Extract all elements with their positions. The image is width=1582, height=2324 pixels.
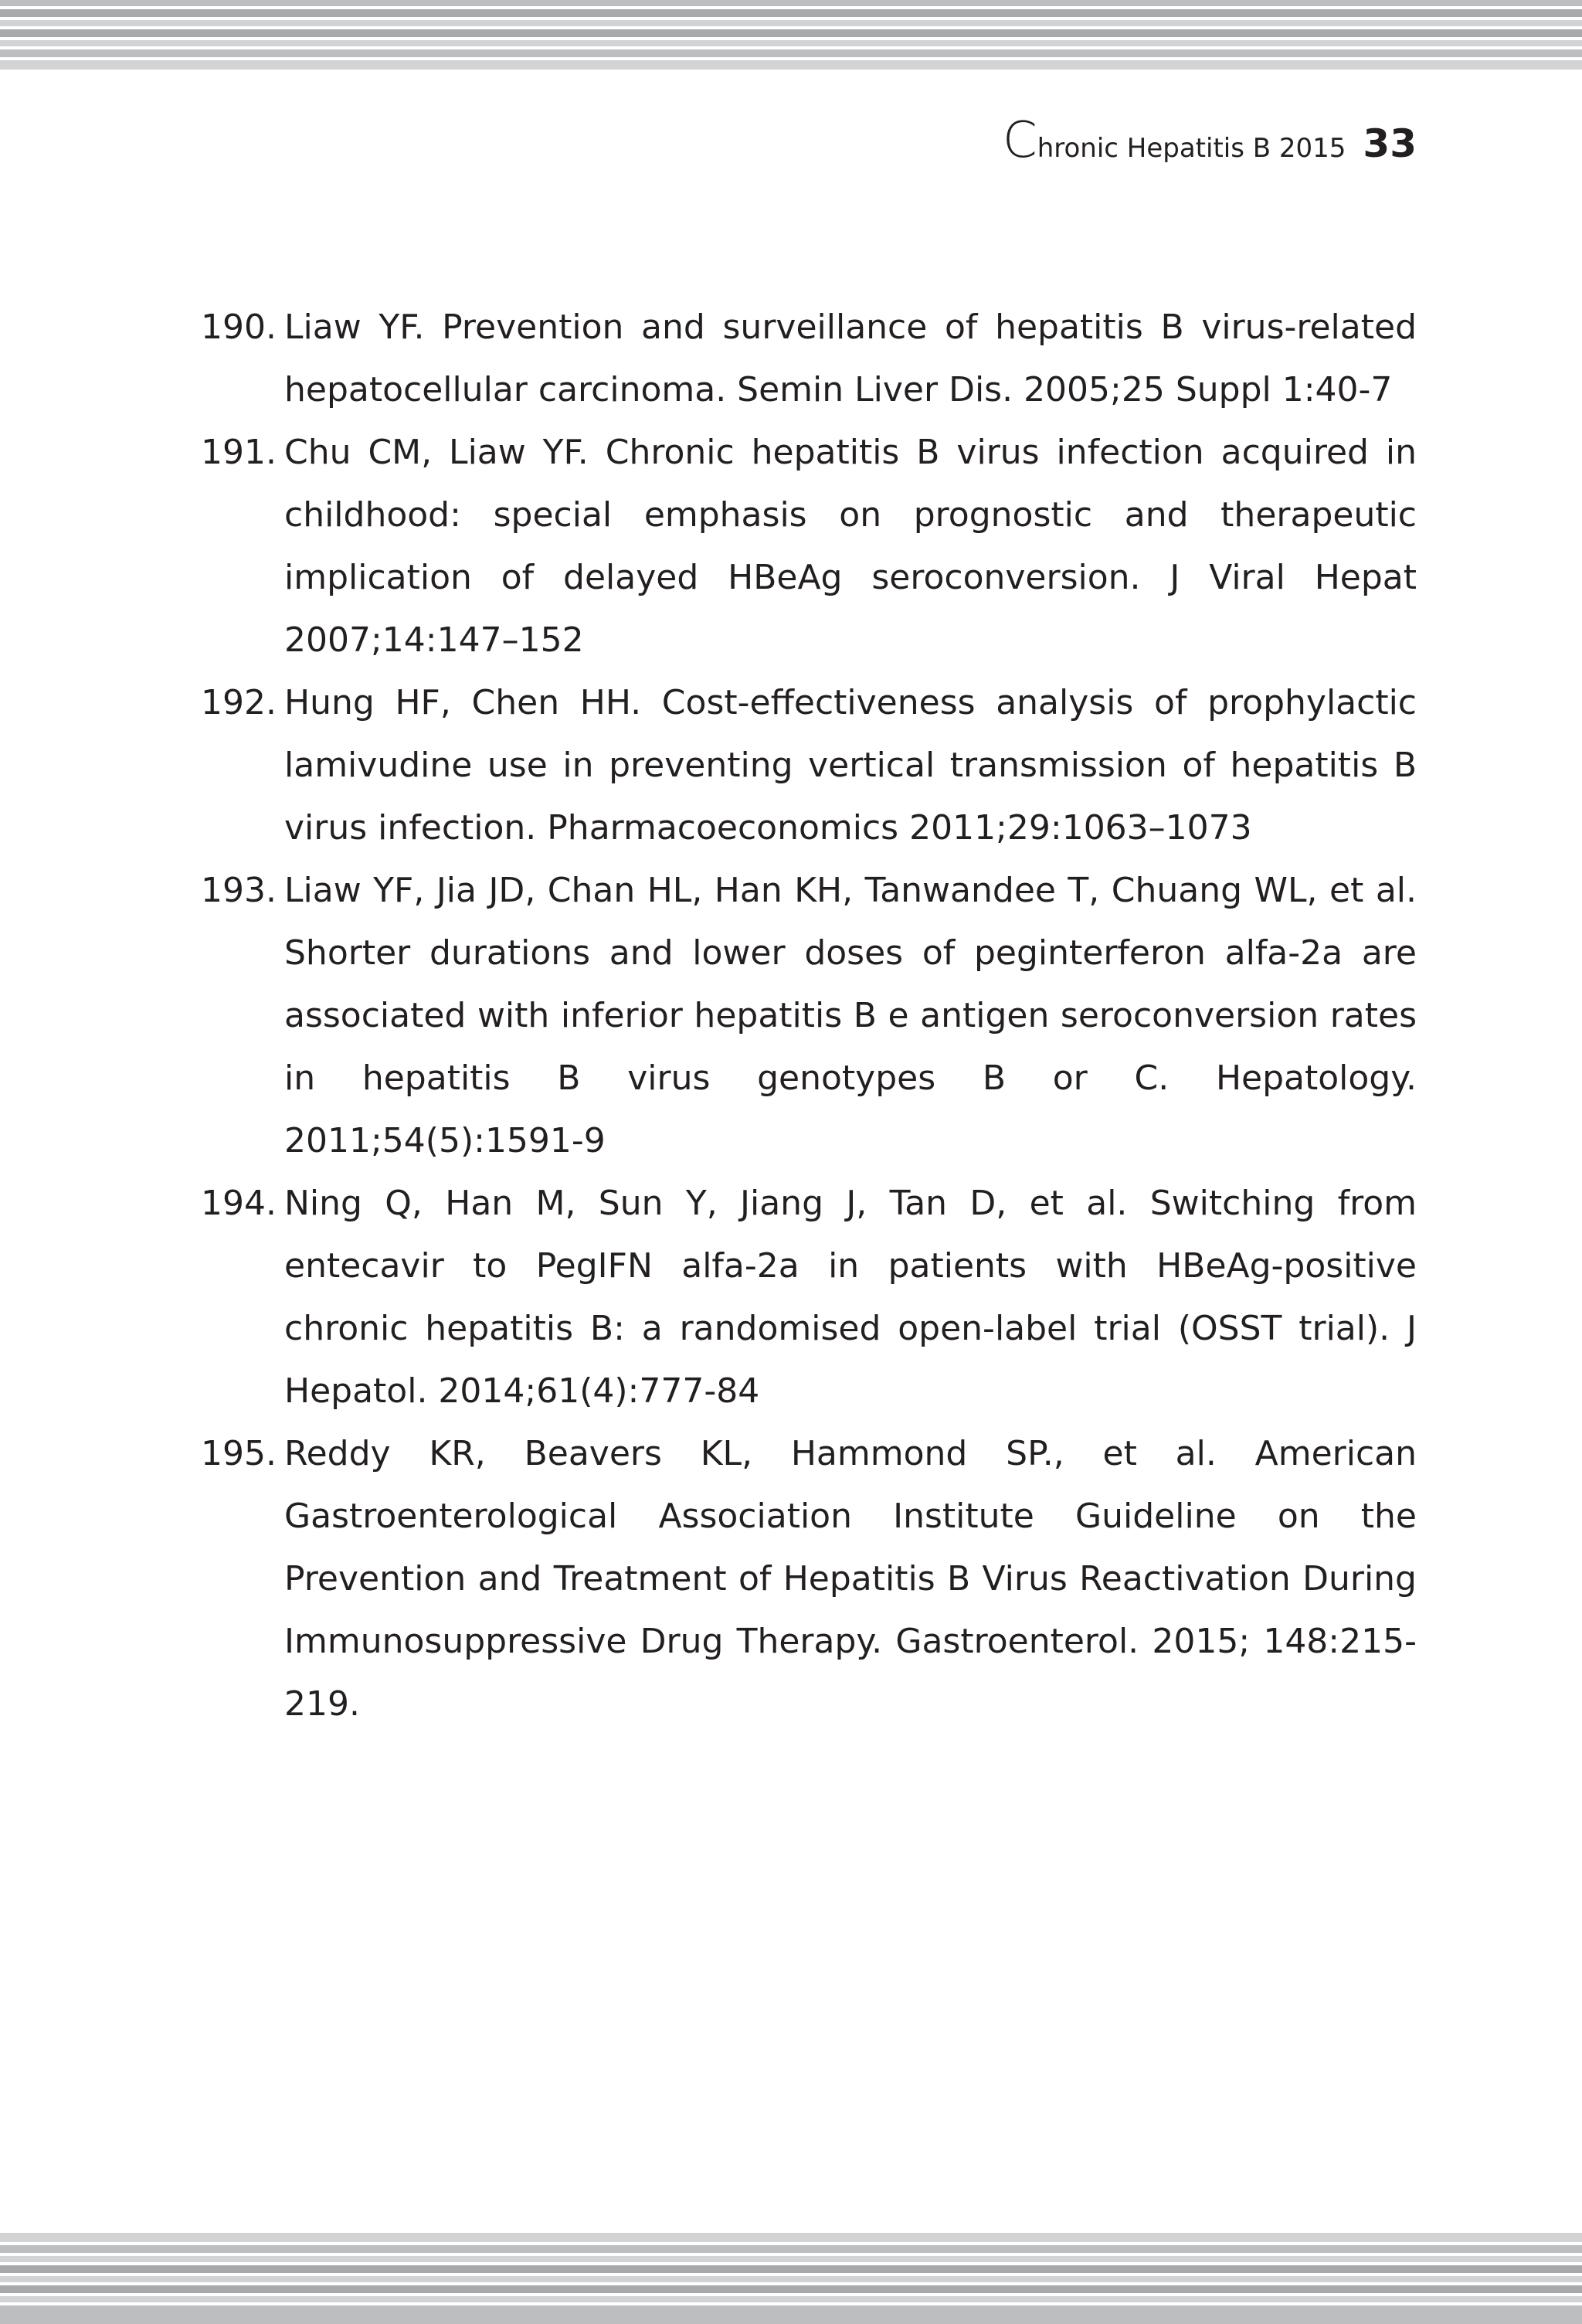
reference-item <box>201 296 1417 421</box>
reference-number: 192. <box>201 683 277 722</box>
reference-item <box>201 1172 1417 1422</box>
reference-number: 194. <box>201 1184 277 1223</box>
reference-text: Hung HF, Chen HH. Cost-effectiveness analysis of prophylactic lamivudine use in preventing vertical transmission of hepatitis B virus infection. Pharmacoeconomics 2011;29:1063–1073 <box>284 683 1417 848</box>
reference-item <box>201 671 1417 859</box>
bottom-decorative-band <box>0 2233 1582 2324</box>
reference-text: Liaw YF, Jia JD, Chan HL, Han KH, Tanwandee T, Chuang WL, et al. Shorter durations and lower doses of peginterferon alfa-2a are associated with inferior hepatitis B e antigen seroconversion rates in hepatitis B virus genotypes B or C. Hepatology. 2011;54(5):1591-9 <box>284 871 1417 1160</box>
header-title: hronic Hepatitis B 2015 <box>1037 133 1346 164</box>
reference-item <box>201 421 1417 671</box>
reference-list <box>201 296 1417 1735</box>
top-decorative-band <box>0 0 1582 74</box>
reference-item <box>201 859 1417 1172</box>
reference-text: Reddy KR, Beavers KL, Hammond SP., et al. American Gastroenterological Association Institute Guideline on the Prevention and Treatment of Hepatitis B Virus Reactivation During Immunosuppressive Drug Therapy. Gastroenterol. 2015; 148:215-219. <box>284 1434 1417 1724</box>
reference-number: 190. <box>201 307 277 347</box>
reference-text: Ning Q, Han M, Sun Y, Jiang J, Tan D, et al. Switching from entecavir to PegIFN alfa-2a in patients with HBeAg-positive chronic hepatitis B: a randomised open-label trial (OSST trial). J Hepatol. 2014;61(4):777-84 <box>284 1184 1417 1411</box>
reference-item <box>201 1422 1417 1735</box>
page-number: 33 <box>1363 121 1417 166</box>
running-header <box>1003 112 1417 169</box>
header-title-initial: C <box>1003 112 1037 169</box>
reference-text: Liaw YF. Prevention and surveillance of hepatitis B virus-related hepatocellular carcinoma. Semin Liver Dis. 2005;25 Suppl 1:40-7 <box>284 307 1417 409</box>
reference-number: 191. <box>201 433 277 472</box>
reference-number: 193. <box>201 871 277 910</box>
reference-text: Chu CM, Liaw YF. Chronic hepatitis B virus infection acquired in childhood: special emphasis on prognostic and therapeutic implication of delayed HBeAg seroconversion. J Viral Hepat 2007;14:147–152 <box>284 433 1417 660</box>
reference-number: 195. <box>201 1434 277 1473</box>
